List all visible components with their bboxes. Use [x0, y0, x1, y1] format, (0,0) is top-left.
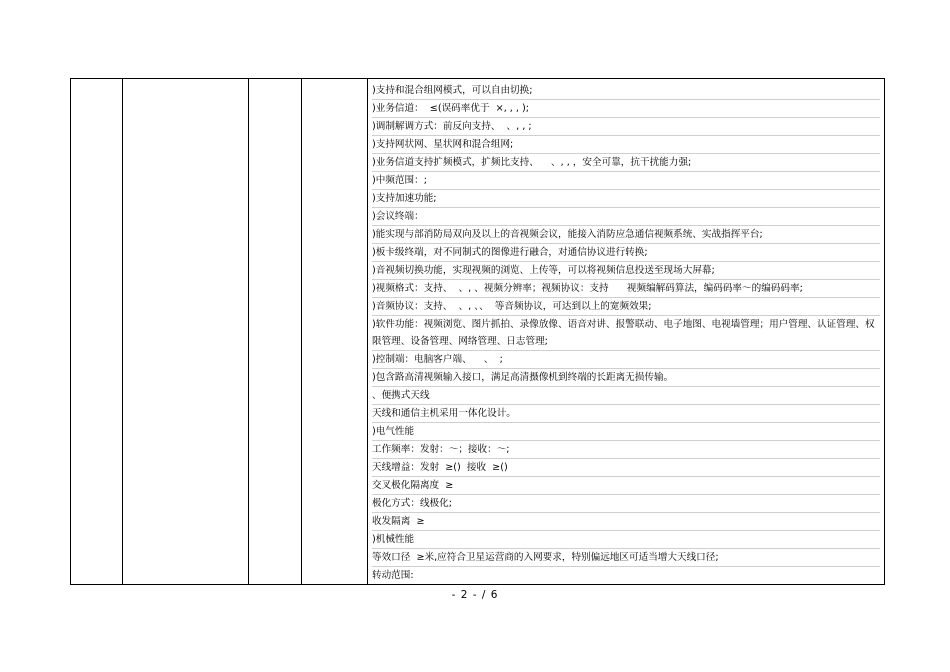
- text-line: )支持网状网、星状网和混合组网;: [372, 136, 880, 154]
- text-line: 等效口径 ≥米,应符合卫星运营商的入网要求，特别偏远地区可适当增大天线口径;: [372, 549, 880, 567]
- cell-col-1: [71, 79, 123, 585]
- text-line: )音频协议：支持、 、, 、、 等音频协议，可达到以上的宽频效果;: [372, 298, 880, 316]
- text-line: )板卡级终端，对不同制式的图像进行融合，对通信协议进行转换;: [372, 244, 880, 262]
- text-line: 天线和通信主机采用一体化设计。: [372, 405, 880, 423]
- text-line: )机械性能: [372, 531, 880, 549]
- text-line: )软件功能：视频浏览、图片抓拍、录像放像、语音对讲、报警联动、电子地图、电视墙管理；用户管理、认证管理、权限管理、设备管理、网络管理、日志管理;: [372, 316, 880, 351]
- text-line: )业务信道支持扩频模式，扩频比支持、 、, , ，安全可靠，抗干扰能力强;: [372, 154, 880, 172]
- text-line: 收发隔离 ≥: [372, 513, 880, 531]
- text-line: 天线增益：发射 ≥() 接收 ≥(): [372, 459, 880, 477]
- spec-table: [70, 78, 885, 585]
- text-line: )音视频切换功能，实现视频的浏览、上传等，可以将视频信息投送至现场大屏幕;: [372, 262, 880, 280]
- text-line: )电气性能: [372, 423, 880, 441]
- text-line: 交叉极化隔离度 ≥: [372, 477, 880, 495]
- text-line: )会议终端：: [372, 208, 880, 226]
- text-line: 工作频率：发射：～；接收：～;: [372, 441, 880, 459]
- text-line: )控制端：电脑客户端、 、 ;: [372, 351, 880, 369]
- text-line: )调制解调方式：前反向支持、 、, , ;: [372, 118, 880, 136]
- text-line: )包含路高清视频输入接口，满足高清摄像机到终端的长距离无损传输。: [372, 369, 880, 387]
- cell-col-4: [302, 79, 368, 585]
- cell-col-2: [123, 79, 249, 585]
- text-line: )能实现与部消防局双向及以上的音视频会议，能接入消防应急通信视频系统、实战指挥平台;: [372, 226, 880, 244]
- cell-content: [368, 79, 885, 585]
- text-line: 、便携式天线: [372, 387, 880, 405]
- page-number: - 2 - / 6: [451, 589, 499, 601]
- table-row: [71, 79, 885, 585]
- text-line: 转动范围:: [372, 570, 414, 581]
- cell-col-3: [249, 79, 302, 585]
- content-lines: [368, 79, 884, 584]
- text-line: )业务信道： ≤(误码率优于 ×, , , );: [372, 100, 880, 118]
- text-line: 极化方式：线极化;: [372, 495, 880, 513]
- text-line: )视频格式：支持、 、, 、视频分辨率；视频协议：支持 视频编解码算法，编码码率～的编码码率;: [372, 280, 880, 298]
- text-line: )支持加速功能;: [372, 190, 880, 208]
- text-line: )支持和混合组网模式，可以自由切换;: [372, 82, 880, 100]
- text-line: )中频范围：;: [372, 172, 880, 190]
